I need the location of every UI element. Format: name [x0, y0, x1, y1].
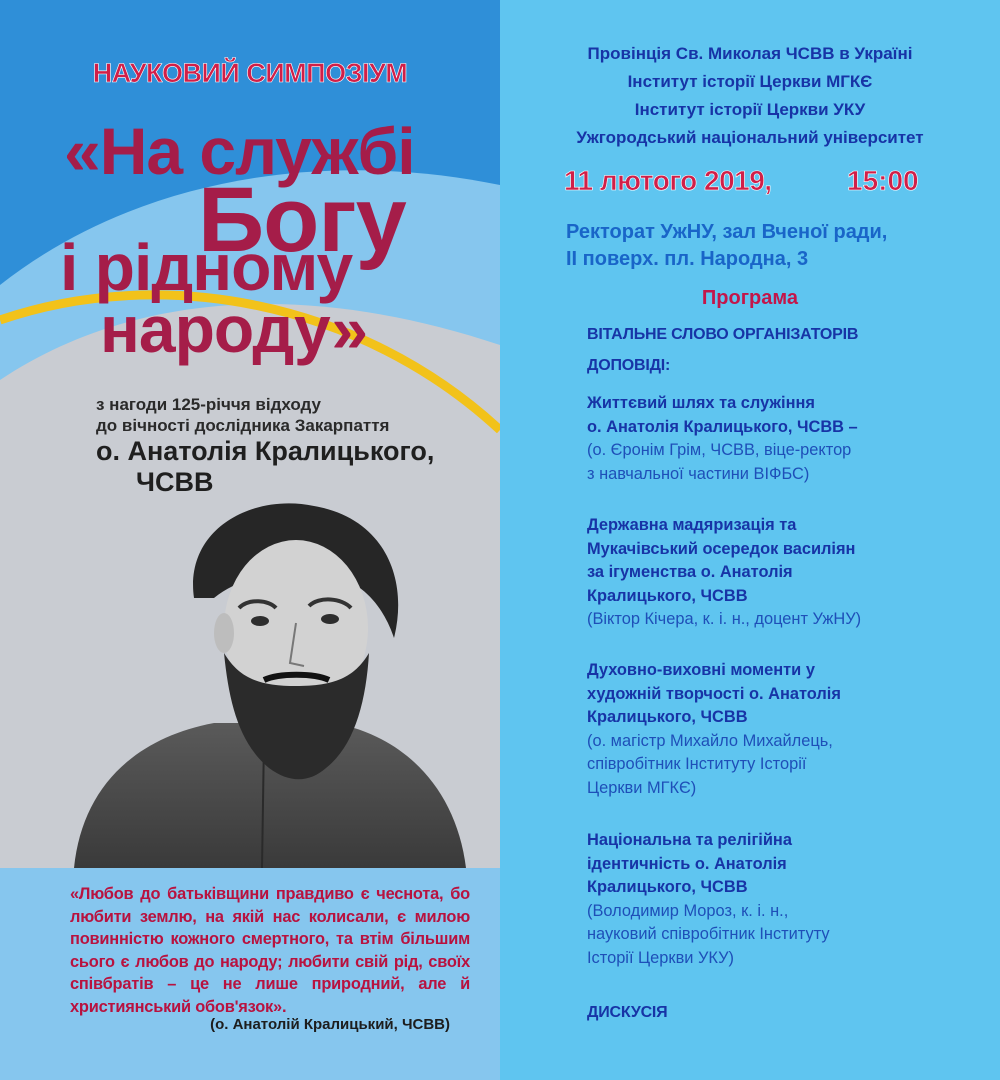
talk-speaker-line: (о. магістр Михайло Михайлець,: [587, 731, 833, 750]
talk-title-line: Державна мадяризація та: [587, 516, 797, 534]
organizer-2: Інститут історії Церкви МГКЄ: [627, 72, 873, 91]
talk-item: [587, 659, 987, 800]
program-heading: Програма: [701, 287, 799, 309]
talk-title-line: Кралицького, ЧСВВ: [587, 708, 748, 726]
quote-text: «Любов до батьківщини правдиво є чеснота, бо любити землю, на якій нас колисали, є милою повинністю кожного смертного, та втім більшим сього є любов до народу; любити свій рід, своїх співбратів – це не лише природний, але й християнський обов'язок».: [70, 885, 470, 1016]
portrait-illustration: [64, 488, 472, 868]
talk-title-line: за ігуменства о. Анатолія: [587, 563, 793, 581]
event-date: 11 лютого 2019,: [564, 165, 772, 196]
talk-title-line: Життєвий шлях та служіння: [587, 394, 815, 412]
talk-title-line: Кралицького, ЧСВВ: [587, 586, 748, 605]
welcome-section: ВІТАЛЬНЕ СЛОВО ОРГАНІЗАТОРІВ: [587, 326, 859, 343]
talk-speaker-line: Церкви МГКЄ): [587, 778, 697, 797]
talk-speaker-line: Історії Церкви УКУ): [587, 948, 735, 967]
talk-speaker-line: (Володимир Мороз, к. і. н.,: [587, 901, 789, 920]
honoree-name-line-2: ЧСВВ: [136, 467, 214, 497]
organizer-3: Інститут історії Церкви УКУ: [634, 100, 866, 119]
event-venue: [566, 219, 887, 273]
poster-right-panel: [500, 0, 1000, 1080]
talk-item: [587, 392, 987, 486]
title-line-1: «На службі: [64, 114, 415, 188]
organizer-1: Провінція Св. Миколая ЧСВВ в Україні: [587, 44, 913, 63]
title-line-2: Богу: [198, 169, 406, 271]
quote-source: (о. Анатолій Кралицький, ЧСВВ): [210, 1016, 450, 1033]
talk-title-line: ідентичність о. Анатолія: [587, 854, 787, 873]
title-line-4: народу»: [100, 292, 368, 366]
subtitle-line-1: з нагоди 125-річчя відходу: [96, 395, 322, 414]
talk-speaker-line: з навчальної частини ВІФБС): [587, 464, 810, 483]
talk-title-line: Мукачівський осередок василіян: [587, 539, 856, 558]
organizer-4: Ужгородський національний університет: [576, 128, 924, 147]
talk-title-line: о. Анатолія Кралицького, ЧСВВ –: [587, 417, 858, 436]
honoree-name-line-1: о. Анатолія Кралицького,: [96, 436, 435, 466]
venue-line-1: Ректорат УжНУ, зал Вченої ради,: [566, 221, 888, 243]
talk-item: [587, 514, 987, 632]
symposium-kicker: НАУКОВИЙ СИМПОЗІУМ: [92, 58, 408, 88]
talk-title-line: Кралицького, ЧСВВ: [587, 878, 748, 896]
talk-speaker-line: (Віктор Кічера, к. і. н., доцент УжНУ): [587, 610, 862, 628]
occasion-subtitle: [96, 394, 466, 436]
talk-title-line: художній творчості о. Анатолія: [587, 684, 841, 703]
talk-speaker-line: (о. Єронім Грім, ЧСВВ, віце-ректор: [587, 441, 852, 459]
venue-line-2: II поверх. пл. Народна, 3: [566, 248, 809, 270]
subtitle-line-2: до вічності дослідника Закарпаття: [96, 416, 390, 435]
talk-title-line: Духовно-виховні моменти у: [587, 661, 815, 679]
title-line-3: і рідному: [60, 230, 353, 304]
talk-title-line: Національна та релігійна: [587, 831, 792, 849]
event-time: 15:00: [847, 165, 919, 196]
talk-item: [587, 829, 987, 970]
talk-speaker-line: співробітник Інституту Історії: [587, 755, 807, 773]
discussion-section: ДИСКУСІЯ: [587, 1004, 668, 1021]
reports-heading: ДОПОВІДІ:: [587, 357, 671, 374]
talk-speaker-line: науковий співробітник Інституту: [587, 925, 830, 943]
